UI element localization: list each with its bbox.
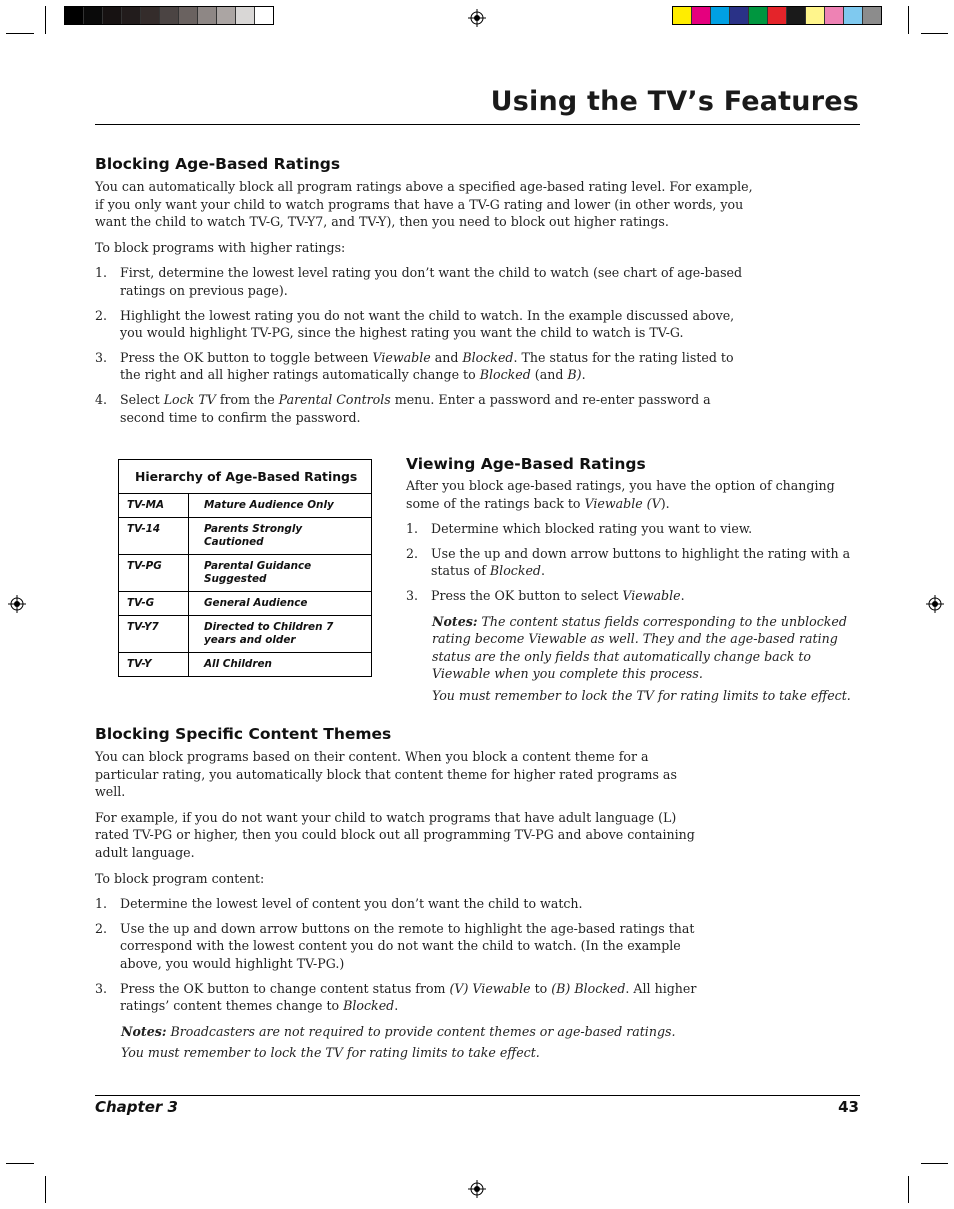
table-row bbox=[119, 616, 372, 653]
crop-mark bbox=[6, 33, 34, 34]
rating-description: Parental Guidance Suggested bbox=[189, 555, 372, 592]
crop-mark bbox=[45, 1176, 46, 1203]
color-swatch bbox=[198, 7, 217, 24]
color-swatch bbox=[730, 7, 749, 24]
color-swatch bbox=[84, 7, 103, 24]
color-swatch bbox=[844, 7, 863, 24]
section-content-themes bbox=[95, 748, 703, 1062]
paragraph: You can automatically block all program ratings above a specified age-based rating level. For example, if you only want your child to watch programs that have a TV-G rating and lower (in other words, you want the child to watch TV-G, TV-Y7, and TV-Y), then you need to block out higher ratings. bbox=[95, 179, 753, 230]
color-swatch bbox=[806, 7, 825, 24]
list-item: 4. Select Lock TV from the Parental Controls menu. Enter a password and re-enter password a second time to confirm the password. bbox=[95, 391, 711, 425]
color-swatch bbox=[103, 7, 122, 24]
color-swatch bbox=[749, 7, 768, 24]
registration-mark-icon bbox=[926, 595, 944, 613]
list-item: 3. Press the OK button to toggle between Viewable and Blocked. The status for the rating listed to the right and all higher ratings automatically change to Blocked (and B). bbox=[95, 349, 734, 383]
color-calibration-bar bbox=[672, 6, 882, 25]
rating-description: Mature Audience Only bbox=[189, 494, 372, 518]
crop-mark bbox=[908, 6, 909, 34]
list-item: 1. First, determine the lowest level rating you don’t want the child to watch (see chart of age-based ratings on previous page). bbox=[95, 265, 743, 298]
color-swatch bbox=[825, 7, 844, 24]
list-item: 1. Determine which blocked rating you want to view. bbox=[406, 521, 753, 537]
list-item: 3. Press the OK button to select Viewable. bbox=[406, 587, 685, 603]
rating-code: TV-MA bbox=[119, 494, 189, 518]
rating-description: All Children bbox=[189, 653, 372, 677]
rating-code: TV-14 bbox=[119, 518, 189, 555]
color-swatch bbox=[141, 7, 160, 24]
table-row bbox=[119, 494, 372, 518]
paragraph: For example, if you do not want your child to watch programs that have adult language (L) rated TV-PG or higher, then you could block out all programming TV-PG and above containing adult language. bbox=[95, 809, 695, 860]
header-rule bbox=[95, 124, 860, 125]
color-swatch bbox=[863, 7, 881, 24]
list-item: 1. Determine the lowest level of content you don’t want the child to watch. bbox=[95, 896, 583, 912]
table-header: Hierarchy of Age-Based Ratings bbox=[119, 460, 372, 494]
list-item: 3. Press the OK button to change content status from (V) Viewable to (B) Blocked. All higher ratings’ content themes change to Blocked. bbox=[95, 980, 697, 1014]
footer-rule bbox=[95, 1095, 860, 1096]
crop-mark bbox=[908, 1176, 909, 1203]
paragraph: To block program content: bbox=[95, 870, 265, 886]
note: You must remember to lock the TV for rating limits to take effect. bbox=[432, 687, 851, 703]
color-swatch bbox=[179, 7, 198, 24]
crop-mark bbox=[6, 1163, 34, 1164]
rating-code: TV-Y7 bbox=[119, 616, 189, 653]
rating-code: TV-G bbox=[119, 592, 189, 616]
color-swatch bbox=[160, 7, 179, 24]
list-item: 2. Use the up and down arrow buttons on the remote to highlight the age-based ratings that correspond with the lowest content you do not want the child to watch. (In the example above, you would highlight TV-PG.) bbox=[95, 920, 695, 971]
color-swatch bbox=[122, 7, 141, 24]
rating-description: Directed to Children 7 years and older bbox=[189, 616, 372, 653]
note: Notes: Broadcasters are not required to provide content themes or age-based ratings. bbox=[121, 1023, 676, 1039]
color-swatch bbox=[65, 7, 84, 24]
crop-mark bbox=[921, 33, 948, 34]
registration-mark-icon bbox=[468, 1180, 486, 1198]
color-swatch bbox=[236, 7, 255, 24]
rating-description: Parents Strongly Cautioned bbox=[189, 518, 372, 555]
note: You must remember to lock the TV for rating limits to take effect. bbox=[121, 1045, 540, 1061]
list-item: 2. Use the up and down arrow buttons to highlight the rating with a status of Blocked. bbox=[406, 545, 851, 579]
rating-code: TV-Y bbox=[119, 653, 189, 677]
section-heading-blocking-age: Blocking Age-Based Ratings bbox=[95, 155, 341, 173]
rating-description: General Audience bbox=[189, 592, 372, 616]
paragraph: To block programs with higher ratings: bbox=[95, 239, 346, 255]
footer-page-number: 43 bbox=[838, 1098, 859, 1116]
grayscale-calibration-bar bbox=[64, 6, 274, 25]
color-swatch bbox=[787, 7, 806, 24]
note: Notes: The content status fields corresponding to the unblocked rating become Viewable as well. They and the age-based rating status are the only fields that automatically change back to Viewable when you complete this process. bbox=[432, 613, 847, 682]
ratings-hierarchy-table bbox=[118, 459, 372, 677]
color-swatch bbox=[255, 7, 273, 24]
color-swatch bbox=[692, 7, 711, 24]
section-viewing-age bbox=[406, 477, 862, 705]
registration-mark-icon bbox=[468, 9, 486, 27]
color-swatch bbox=[673, 7, 692, 24]
section-heading-viewing-age: Viewing Age-Based Ratings bbox=[406, 455, 646, 473]
color-swatch bbox=[711, 7, 730, 24]
section-blocking-age bbox=[95, 178, 755, 426]
crop-mark bbox=[45, 6, 46, 34]
paragraph: After you block age-based ratings, you have the option of changing some of the ratings back to Viewable (V). bbox=[406, 478, 835, 511]
paragraph: You can block programs based on their content. When you block a content theme for a particular rating, you automatically block that content theme for higher rated programs as well. bbox=[95, 749, 677, 800]
crop-mark bbox=[921, 1163, 948, 1164]
footer-chapter: Chapter 3 bbox=[95, 1098, 178, 1116]
color-swatch bbox=[217, 7, 236, 24]
table-row bbox=[119, 555, 372, 592]
registration-mark-icon bbox=[8, 595, 26, 613]
page-title: Using the TV’s Features bbox=[490, 86, 859, 117]
section-heading-content-themes: Blocking Specific Content Themes bbox=[95, 725, 392, 743]
table-row bbox=[119, 653, 372, 677]
list-item: 2. Highlight the lowest rating you do not want the child to watch. In the example discussed above, you would highlight TV-PG, since the highest rating you want the child to watch is TV-G. bbox=[95, 307, 735, 341]
table-row bbox=[119, 592, 372, 616]
color-swatch bbox=[768, 7, 787, 24]
table-row bbox=[119, 518, 372, 555]
rating-code: TV-PG bbox=[119, 555, 189, 592]
